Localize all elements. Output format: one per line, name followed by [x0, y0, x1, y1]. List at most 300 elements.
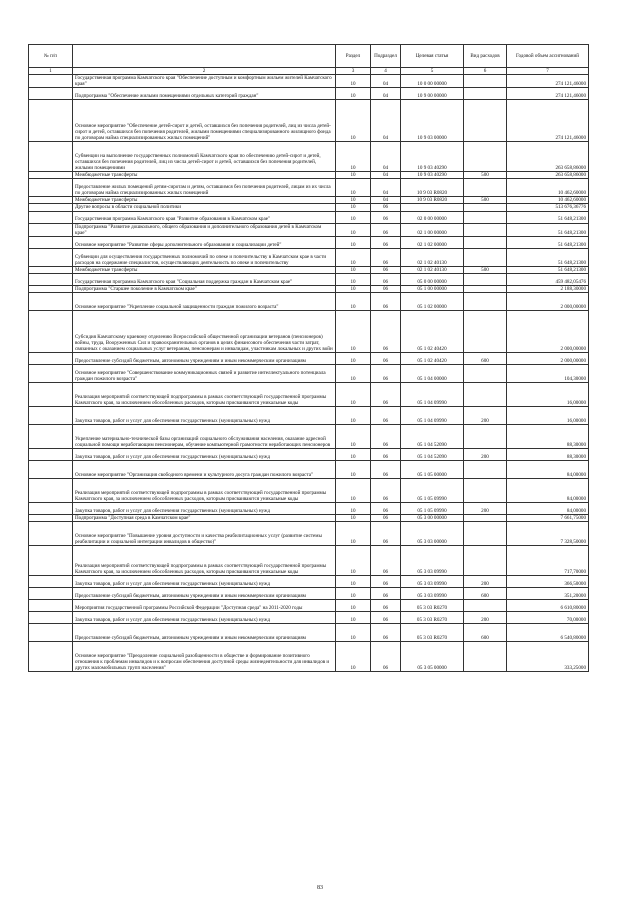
- section-code: 10: [336, 588, 371, 600]
- item-name: Реализация мероприятий соответствующей подпрограммы в рамках соответствующей государственной программы Камчатского края, за исключением обособленных расходов, которым присваиваются уникальные коды: [73, 478, 336, 502]
- table-row: [29, 612, 589, 624]
- subsection-code: 06: [371, 424, 401, 448]
- allocation-amount: 274 121,46000: [507, 100, 589, 142]
- allocation-amount: 16,00000: [507, 406, 589, 424]
- subsection-code: 06: [371, 588, 401, 600]
- table-row: [29, 88, 589, 100]
- allocation-amount: 263 658,86000: [507, 172, 589, 179]
- col-header-total: Годовой объем ассигнований: [507, 45, 589, 68]
- allocation-amount: 351,20000: [507, 588, 589, 600]
- item-name: Межбюджетные трансферты: [73, 197, 336, 204]
- section-code: 10: [336, 179, 371, 197]
- subsection-code: 06: [371, 211, 401, 223]
- section-code: 10: [336, 204, 371, 211]
- allocation-amount: 84,00000: [507, 460, 589, 478]
- subsection-code: 06: [371, 406, 401, 424]
- subsection-code: 06: [371, 273, 401, 285]
- table-header-row: [29, 45, 589, 68]
- section-code: 10: [336, 211, 371, 223]
- table-row: [29, 406, 589, 424]
- item-name: Субвенции для осуществления государственных полномочий по опеке и попечительству в Камчатском крае в части расходов на содержание специалистов, осуществляющих деятельность по опеке и попечительству: [73, 248, 336, 266]
- allocation-amount: 2 000,00000: [507, 310, 589, 352]
- expense-type: [464, 460, 507, 478]
- row-number: [29, 236, 73, 248]
- allocation-amount: 2 188,30000: [507, 285, 589, 292]
- row-number: [29, 424, 73, 448]
- table-row: [29, 546, 589, 576]
- section-code: 10: [336, 546, 371, 576]
- expense-type: [464, 142, 507, 172]
- expense-type: [464, 88, 507, 100]
- expense-type: [464, 292, 507, 310]
- expense-type: [464, 478, 507, 502]
- target-article: 05 1 04 09990: [401, 406, 464, 424]
- row-number: [29, 266, 73, 273]
- row-number: [29, 310, 73, 352]
- target-article: [401, 204, 464, 211]
- subsection-code: 06: [371, 352, 401, 364]
- target-article: 05 3 03 00000: [401, 522, 464, 546]
- col-number: 3: [336, 68, 371, 75]
- col-header-target: Целевая статья: [401, 45, 464, 68]
- item-name: Государственная программа Камчатского края "Социальная поддержка граждан в Камчатском крае": [73, 273, 336, 285]
- item-name: Основное мероприятие "Укрепление социальной защищенности граждан пожилого возраста": [73, 292, 336, 310]
- item-name: Закупка товаров, работ и услуг для обеспечения государственных (муниципальных) нужд: [73, 502, 336, 514]
- expense-type: [464, 248, 507, 266]
- table-row: [29, 204, 589, 211]
- table-row: [29, 211, 589, 223]
- section-code: 10: [336, 514, 371, 521]
- expense-type: 500: [464, 266, 507, 273]
- expense-type: [464, 364, 507, 382]
- expense-type: 200: [464, 576, 507, 588]
- col-number: 5: [401, 68, 464, 75]
- item-name: Государственная программа Камчатского края "Развитие образования в Камчатском крае": [73, 211, 336, 223]
- target-article: 05 1 02 40420: [401, 352, 464, 364]
- section-code: 10: [336, 478, 371, 502]
- row-number: [29, 292, 73, 310]
- allocation-amount: 366,50000: [507, 576, 589, 588]
- item-name: Закупка товаров, работ и услуг для обеспечения государственных (муниципальных) нужд: [73, 612, 336, 624]
- table-row: [29, 624, 589, 642]
- allocation-amount: 333,25000: [507, 642, 589, 672]
- expense-type: 200: [464, 448, 507, 460]
- row-number: [29, 197, 73, 204]
- section-code: 10: [336, 248, 371, 266]
- expense-type: 500: [464, 197, 507, 204]
- item-name: Предоставление субсидий бюджетным, автономным учреждениям и иным некоммерческим организациям: [73, 588, 336, 600]
- row-number: [29, 546, 73, 576]
- item-name: Подпрограмма "Обеспечение жилыми помещениями отдельных категорий граждан": [73, 88, 336, 100]
- row-number: [29, 576, 73, 588]
- table-row: [29, 248, 589, 266]
- row-number: [29, 172, 73, 179]
- subsection-code: 04: [371, 100, 401, 142]
- target-article: 05 1 04 52090: [401, 448, 464, 460]
- section-code: 10: [336, 236, 371, 248]
- item-name: Основное мероприятие "Преодоление социальной разобщенности в обществе и формирование позитивного отношения к проблемам инвалидов и к вопросам обеспечения доступной среды жизнедеятельности для инвалидов и других маломобильных групп населения": [73, 642, 336, 672]
- row-number: [29, 142, 73, 172]
- expense-type: [464, 310, 507, 352]
- table-row: [29, 424, 589, 448]
- section-code: 10: [336, 273, 371, 285]
- target-article: 02 1 02 40130: [401, 248, 464, 266]
- row-number: [29, 273, 73, 285]
- allocation-amount: 717,70000: [507, 546, 589, 576]
- col-number: 1: [29, 68, 73, 75]
- expense-type: [464, 273, 507, 285]
- row-number: [29, 624, 73, 642]
- table-row: [29, 197, 589, 204]
- table-row: [29, 273, 589, 285]
- allocation-amount: 84,00000: [507, 502, 589, 514]
- subsection-code: 06: [371, 448, 401, 460]
- row-number: [29, 382, 73, 406]
- row-number: [29, 588, 73, 600]
- allocation-amount: 84,00000: [507, 478, 589, 502]
- row-number: [29, 522, 73, 546]
- allocation-amount: 7 661,75000: [507, 514, 589, 521]
- item-name: Межбюджетные трансферты: [73, 266, 336, 273]
- subsection-code: 06: [371, 460, 401, 478]
- subsection-code: 06: [371, 624, 401, 642]
- row-number: [29, 642, 73, 672]
- row-number: [29, 223, 73, 236]
- target-article: 02 1 02 40130: [401, 266, 464, 273]
- section-code: 10: [336, 142, 371, 172]
- item-name: Основное мероприятие "Повышение уровня доступности и качества реабилитационных услуг (развитие системы реабилитации и социальной интеграции инвалидов в общество)": [73, 522, 336, 546]
- subsection-code: 06: [371, 223, 401, 236]
- table-row: [29, 448, 589, 460]
- section-code: 10: [336, 576, 371, 588]
- allocation-amount: 88,30000: [507, 448, 589, 460]
- subsection-code: 06: [371, 576, 401, 588]
- expense-type: [464, 100, 507, 142]
- target-article: 05 3 05 00000: [401, 642, 464, 672]
- row-number: [29, 352, 73, 364]
- expense-type: 200: [464, 406, 507, 424]
- expense-type: [464, 75, 507, 88]
- table-body: [29, 75, 589, 672]
- item-name: Основное мероприятие "Развитие сферы дополнительного образования и социализации детей": [73, 236, 336, 248]
- section-code: 10: [336, 352, 371, 364]
- item-name: Предоставление субсидий бюджетным, автономным учреждениям и иным некоммерческим организациям: [73, 624, 336, 642]
- row-number: [29, 460, 73, 478]
- item-name: Подпрограмма "Старшее поколение в Камчатском крае": [73, 285, 336, 292]
- allocation-amount: 7 328,50000: [507, 522, 589, 546]
- row-number: [29, 612, 73, 624]
- allocation-amount: 513 676,36776: [507, 204, 589, 211]
- expense-type: 600: [464, 624, 507, 642]
- row-number: [29, 211, 73, 223]
- table-row: [29, 588, 589, 600]
- section-code: 10: [336, 285, 371, 292]
- section-code: 10: [336, 612, 371, 624]
- allocation-amount: 51 648,21300: [507, 266, 589, 273]
- subsection-code: 04: [371, 142, 401, 172]
- row-number: [29, 204, 73, 211]
- col-header-no: № п/п: [29, 45, 73, 68]
- expense-type: [464, 285, 507, 292]
- subsection-code: 06: [371, 478, 401, 502]
- target-article: 05 3 03 R0270: [401, 612, 464, 624]
- allocation-amount: 104,30000: [507, 364, 589, 382]
- row-number: [29, 502, 73, 514]
- subsection-code: 04: [371, 75, 401, 88]
- subsection-code: 06: [371, 600, 401, 612]
- target-article: 05 1 02 00000: [401, 292, 464, 310]
- table-row: [29, 460, 589, 478]
- row-number: [29, 75, 73, 88]
- target-article: 10 9 00 00000: [401, 88, 464, 100]
- subsection-code: 06: [371, 248, 401, 266]
- expense-type: [464, 514, 507, 521]
- item-name: Субсидия Камчатскому краевому отделению Всероссийской общественной организации ветеранов (пенсионеров) войны, труда, Вооруженных Сил и правоохранительных органов в целях финансового обеспечения части затрат, связанных с оказанием социальных услуг ветеранам, пенсионерам и инвалидам, участникам локальных и других войн: [73, 310, 336, 352]
- section-code: 10: [336, 364, 371, 382]
- section-code: 10: [336, 223, 371, 236]
- expense-type: 500: [464, 172, 507, 179]
- subsection-code: 06: [371, 612, 401, 624]
- allocation-amount: 51 648,21300: [507, 211, 589, 223]
- table-row: [29, 478, 589, 502]
- allocation-amount: 51 648,21300: [507, 236, 589, 248]
- item-name: Другие вопросы в области социальной политики: [73, 204, 336, 211]
- row-number: [29, 364, 73, 382]
- subsection-code: 04: [371, 172, 401, 179]
- section-code: 10: [336, 382, 371, 406]
- section-code: 10: [336, 406, 371, 424]
- target-article: 05 1 05 09990: [401, 478, 464, 502]
- target-article: 05 3 03 09990: [401, 588, 464, 600]
- target-article: 05 1 05 00000: [401, 460, 464, 478]
- col-number: 2: [73, 68, 336, 75]
- table-row: [29, 364, 589, 382]
- expense-type: 200: [464, 612, 507, 624]
- allocation-amount: 88,30000: [507, 424, 589, 448]
- target-article: 10 9 03 R0820: [401, 179, 464, 197]
- expense-type: [464, 179, 507, 197]
- target-article: 02 1 00 00000: [401, 223, 464, 236]
- row-number: [29, 514, 73, 521]
- table-row: [29, 179, 589, 197]
- target-article: 10 9 03 R0820: [401, 197, 464, 204]
- allocation-amount: 274 121,46000: [507, 75, 589, 88]
- expense-type: [464, 600, 507, 612]
- target-article: 10 0 00 00000: [401, 75, 464, 88]
- expense-type: 200: [464, 502, 507, 514]
- table-row: [29, 310, 589, 352]
- subsection-code: 04: [371, 88, 401, 100]
- item-name: Субвенции на выполнение государственных полномочий Камчатского края по обеспечению детей-сирот и детей, оставшихся без попечения родителей, лиц из числа детей-сирот и детей, оставшихся без попечения родителей, жилыми помещениями: [73, 142, 336, 172]
- section-code: 10: [336, 75, 371, 88]
- section-code: 10: [336, 266, 371, 273]
- item-name: Основное мероприятие "Организация свободного времени и культурного досуга граждан пожилого возраста": [73, 460, 336, 478]
- item-name: Мероприятия государственной программы Российской Федерации "Доступная среда" на 2011-2020 годы: [73, 600, 336, 612]
- target-article: 05 3 03 R0270: [401, 624, 464, 642]
- col-number: 6: [464, 68, 507, 75]
- table-row: [29, 285, 589, 292]
- expense-type: [464, 546, 507, 576]
- table-row: [29, 576, 589, 588]
- expense-type: [464, 223, 507, 236]
- page-number: 83: [317, 885, 323, 891]
- target-article: 05 1 04 09990: [401, 382, 464, 406]
- item-name: Реализация мероприятий соответствующей подпрограммы в рамках соответствующей государственной программы Камчатского края, за исключением обособленных расходов, которым присваиваются уникальные коды: [73, 546, 336, 576]
- target-article: 10 9 03 40290: [401, 172, 464, 179]
- allocation-amount: 2 000,00000: [507, 352, 589, 364]
- expense-type: [464, 424, 507, 448]
- subsection-code: 04: [371, 197, 401, 204]
- allocation-amount: 274 121,46000: [507, 88, 589, 100]
- table-row: [29, 382, 589, 406]
- target-article: 05 3 03 09990: [401, 546, 464, 576]
- table-row: [29, 502, 589, 514]
- row-number: [29, 88, 73, 100]
- section-code: 10: [336, 502, 371, 514]
- item-name: Основное мероприятие "Совершенствование коммуникационных связей и развитие интеллектуального потенциала граждан пожилого возраста": [73, 364, 336, 382]
- table-row: [29, 142, 589, 172]
- target-article: 05 3 00 00000: [401, 514, 464, 521]
- expense-type: [464, 382, 507, 406]
- subsection-code: 06: [371, 642, 401, 672]
- item-name: Межбюджетные трансферты: [73, 172, 336, 179]
- col-header-exptype: Вид расходов: [464, 45, 507, 68]
- expense-type: 600: [464, 352, 507, 364]
- row-number: [29, 478, 73, 502]
- section-code: 10: [336, 522, 371, 546]
- target-article: 05 3 03 09990: [401, 576, 464, 588]
- item-name: Реализация мероприятий соответствующей подпрограммы в рамках соответствующей государственной программы Камчатского края, за исключением обособленных расходов, которым присваиваются уникальные коды: [73, 382, 336, 406]
- item-name: Государственная программа Камчатского края "Обеспечение доступным и комфортным жильем жителей Камчатского края": [73, 75, 336, 88]
- section-code: 10: [336, 424, 371, 448]
- allocation-amount: 6 540,80000: [507, 624, 589, 642]
- item-name: Укрепление материально-технической базы организаций социального обслуживания населения, оказание адресной социальной помощи неработающим пенсионерам, обучение компьютерной грамотности неработающих пенсионеров: [73, 424, 336, 448]
- section-code: 10: [336, 448, 371, 460]
- target-article: 05 1 00 00000: [401, 285, 464, 292]
- expense-type: [464, 236, 507, 248]
- target-article: 05 0 00 00000: [401, 273, 464, 285]
- expense-type: [464, 642, 507, 672]
- target-article: 10 9 03 00000: [401, 100, 464, 142]
- subsection-code: 06: [371, 236, 401, 248]
- subsection-code: 06: [371, 266, 401, 273]
- section-code: 10: [336, 292, 371, 310]
- allocation-amount: 16,00000: [507, 382, 589, 406]
- table-row: [29, 642, 589, 672]
- row-number: [29, 100, 73, 142]
- row-number: [29, 248, 73, 266]
- table-row: [29, 600, 589, 612]
- allocation-amount: 70,00000: [507, 612, 589, 624]
- section-code: 10: [336, 172, 371, 179]
- section-code: 10: [336, 624, 371, 642]
- table-row: [29, 292, 589, 310]
- section-code: 10: [336, 600, 371, 612]
- table-row: [29, 514, 589, 521]
- subsection-code: 06: [371, 292, 401, 310]
- item-name: Подпрограмма "Доступная среда в Камчатском крае": [73, 514, 336, 521]
- allocation-amount: 6 610,80000: [507, 600, 589, 612]
- expense-type: [464, 211, 507, 223]
- table-row: [29, 236, 589, 248]
- col-header-name: [73, 45, 336, 68]
- document-page: [28, 44, 588, 672]
- budget-table: [28, 44, 589, 672]
- target-article: 02 0 00 00000: [401, 211, 464, 223]
- target-article: 05 3 03 R0270: [401, 600, 464, 612]
- subsection-code: 06: [371, 204, 401, 211]
- allocation-amount: 2 000,00000: [507, 292, 589, 310]
- subsection-code: 06: [371, 522, 401, 546]
- row-number: [29, 406, 73, 424]
- subsection-code: 06: [371, 310, 401, 352]
- item-name: Предоставление субсидий бюджетным, автономным учреждениям и иным некоммерческим организациям: [73, 352, 336, 364]
- expense-type: [464, 204, 507, 211]
- section-code: 10: [336, 100, 371, 142]
- section-code: 10: [336, 197, 371, 204]
- target-article: 05 1 05 09990: [401, 502, 464, 514]
- table-row: [29, 352, 589, 364]
- column-number-row: [29, 68, 589, 75]
- expense-type: 600: [464, 588, 507, 600]
- row-number: [29, 600, 73, 612]
- section-code: 10: [336, 460, 371, 478]
- section-code: 10: [336, 310, 371, 352]
- row-number: [29, 285, 73, 292]
- item-name: Закупка товаров, работ и услуг для обеспечения государственных (муниципальных) нужд: [73, 576, 336, 588]
- item-name: Предоставление жилых помещений детям-сиротам и детям, оставшимся без попечения родителей, лицам из их числа по договорам найма специализированных жилых помещений: [73, 179, 336, 197]
- col-header-section: Раздел: [336, 45, 371, 68]
- target-article: 05 1 04 00000: [401, 364, 464, 382]
- col-number: 4: [371, 68, 401, 75]
- expense-type: [464, 522, 507, 546]
- target-article: 10 9 03 40290: [401, 142, 464, 172]
- row-number: [29, 448, 73, 460]
- target-article: 05 1 04 52090: [401, 424, 464, 448]
- subsection-code: 06: [371, 546, 401, 576]
- table-row: [29, 100, 589, 142]
- subsection-code: 06: [371, 514, 401, 521]
- item-name: Подпрограмма "Развитие дошкольного, общего образования и дополнительного образования детей в Камчатском крае": [73, 223, 336, 236]
- subsection-code: 06: [371, 364, 401, 382]
- table-row: [29, 266, 589, 273]
- subsection-code: 06: [371, 285, 401, 292]
- allocation-amount: 10 462,60000: [507, 197, 589, 204]
- subsection-code: 06: [371, 382, 401, 406]
- allocation-amount: 51 648,21300: [507, 223, 589, 236]
- item-name: Закупка товаров, работ и услуг для обеспечения государственных (муниципальных) нужд: [73, 406, 336, 424]
- target-article: 02 1 02 00000: [401, 236, 464, 248]
- subsection-code: 06: [371, 502, 401, 514]
- item-name: Закупка товаров, работ и услуг для обеспечения государственных (муниципальных) нужд: [73, 448, 336, 460]
- table-row: [29, 223, 589, 236]
- col-number: 7: [507, 68, 589, 75]
- table-row: [29, 522, 589, 546]
- allocation-amount: 51 648,21300: [507, 248, 589, 266]
- allocation-amount: 10 462,60000: [507, 179, 589, 197]
- section-code: 10: [336, 88, 371, 100]
- item-name: Основное мероприятие "Обеспечение детей-сирот и детей, оставшихся без попечения родителей, лиц из числа детей-сирот и детей, оставшихся без попечения родителей, жилыми помещениями специализированного жилищного фонда по договорам найма специализированных жилых помещений": [73, 100, 336, 142]
- target-article: 05 1 02 40420: [401, 310, 464, 352]
- table-row: [29, 75, 589, 88]
- allocation-amount: 459 482,05476: [507, 273, 589, 285]
- col-header-subsection: Подраздел: [371, 45, 401, 68]
- subsection-code: 04: [371, 179, 401, 197]
- row-number: [29, 179, 73, 197]
- table-row: [29, 172, 589, 179]
- allocation-amount: 263 658,86000: [507, 142, 589, 172]
- section-code: 10: [336, 642, 371, 672]
